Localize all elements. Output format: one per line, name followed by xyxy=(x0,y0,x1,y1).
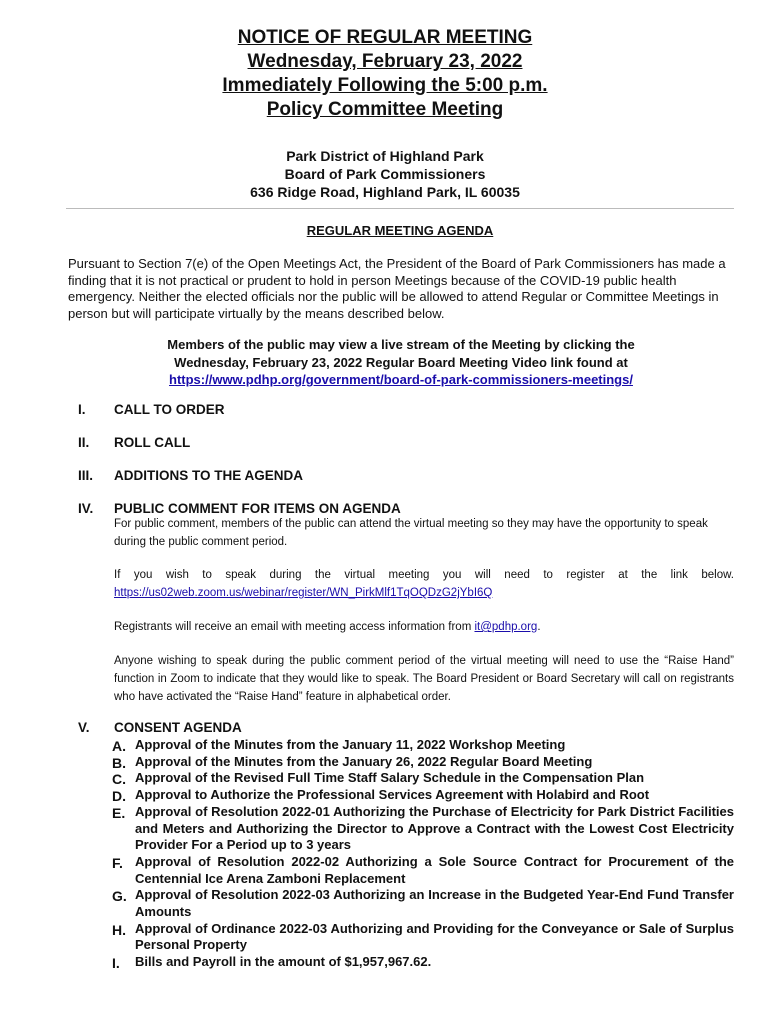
item-label: ADDITIONS TO THE AGENDA xyxy=(114,468,304,483)
consent-item xyxy=(112,954,734,971)
item-number: II. xyxy=(78,435,90,450)
consent-text: Approval to Authorize the Professional Services Agreement with Holabird and Root xyxy=(135,787,650,803)
zoom-register-link[interactable]: https://us02web.zoom.us/webinar/register/WN_PirkMlf1TqOQDzG2jYbI6Q xyxy=(114,587,493,599)
live-stream-notice xyxy=(68,336,734,389)
consent-item xyxy=(112,921,734,954)
title-line: Wednesday, February 23, 2022 xyxy=(247,51,523,72)
consent-text: Approval of Ordinance 2022-03 Authorizing and Providing for the Conveyance or Sale of Surplus Personal Property xyxy=(135,920,734,953)
consent-text: Approval of Resolution 2022-01 Authorizing the Purchase of Electricity for Park District Facilities and Meters and Authorizing the Director to Approve a Contract with the Lowest Cost Electricity Provider For a Period up to 3 years xyxy=(135,803,734,853)
organization-block xyxy=(0,147,770,201)
registrants-text: Registrants will receive an email with meeting access information from xyxy=(114,621,475,633)
consent-letter: F. xyxy=(112,854,123,871)
consent-letter: E. xyxy=(112,804,126,821)
register-instructions: If you wish to speak during the virtual meeting you will need to register at the link below. xyxy=(114,569,734,581)
intro-paragraph: Pursuant to Section 7(e) of the Open Meetings Act, the President of the Board of Park Commissioners has made a finding that it is not practical or prudent to hold in person Meetings because of the COVID-19 public health emergency. Neither the elected officials nor the public will be allowed to attend Regular or Committee Meetings in person but will participate virtually by the means described below. xyxy=(68,256,726,321)
meetings-video-link[interactable]: https://www.pdhp.org/government/board-of-park-commissioners-meetings/ xyxy=(169,372,633,387)
registrants-paragraph xyxy=(114,618,734,636)
consent-letter: H. xyxy=(112,921,126,938)
consent-text: Approval of the Minutes from the January 26, 2022 Regular Board Meeting xyxy=(135,753,593,769)
consent-text: Bills and Payroll in the amount of $1,957,967.62. xyxy=(135,954,432,970)
email-link[interactable]: it@pdhp.org xyxy=(474,621,538,633)
raise-hand-paragraph: Anyone wishing to speak during the public comment period of the virtual meeting will need to use the “Raise Hand” function in Zoom to indicate that they would like to speak. The Board President or Board Secretary will call on registrants who have activated the “Raise Hand” feature in alphabetical order. xyxy=(114,655,734,703)
consent-text: Approval of the Minutes from the January 11, 2022 Workshop Meeting xyxy=(135,737,566,752)
stream-line: Members of the public may view a live stream of the Meeting by clicking the xyxy=(167,337,635,352)
register-link-line xyxy=(114,584,734,602)
consent-letter: D. xyxy=(112,788,126,805)
item-label: CONSENT AGENDA xyxy=(114,720,242,735)
consent-letter: G. xyxy=(112,888,127,905)
title-line: NOTICE OF REGULAR MEETING xyxy=(237,27,533,48)
item-number: I. xyxy=(78,402,86,417)
consent-item xyxy=(112,804,734,854)
consent-text: Approval of Resolution 2022-02 Authorizing a Sole Source Contract for Procurement of the Centennial Ice Arena Zamboni Replacement xyxy=(135,853,734,886)
org-address: 636 Ridge Road, Highland Park, IL 60035 xyxy=(250,184,520,200)
consent-agenda-list xyxy=(112,737,734,971)
board-name: Board of Park Commissioners xyxy=(284,166,486,182)
public-comment-paragraph: For public comment, members of the public can attend the virtual meeting so they may have the opportunity to speak during the public comment period. xyxy=(114,518,708,548)
title-line: Policy Committee Meeting xyxy=(266,99,504,120)
stream-line: Wednesday, February 23, 2022 Regular Board Meeting Video link found at xyxy=(174,354,628,370)
consent-letter: A. xyxy=(112,738,126,754)
notice-title xyxy=(0,26,770,122)
item-number: IV. xyxy=(78,501,94,516)
item-label: ROLL CALL xyxy=(114,435,191,450)
item-label: CALL TO ORDER xyxy=(114,402,225,417)
consent-item xyxy=(112,854,734,887)
consent-item xyxy=(112,737,734,754)
divider xyxy=(66,208,734,209)
consent-item xyxy=(112,787,734,804)
consent-item xyxy=(112,754,734,771)
title-line: Immediately Following the 5:00 p.m. xyxy=(222,75,548,96)
item-number: III. xyxy=(78,468,94,483)
consent-letter: C. xyxy=(112,771,126,788)
registrants-text-end: . xyxy=(537,621,541,633)
consent-letter: I. xyxy=(112,955,120,972)
agenda-heading: REGULAR MEETING AGENDA xyxy=(306,223,494,238)
item-label: PUBLIC COMMENT FOR ITEMS ON AGENDA xyxy=(114,501,401,516)
org-name: Park District of Highland Park xyxy=(286,148,484,164)
consent-item xyxy=(112,770,734,787)
consent-item xyxy=(112,887,734,920)
consent-text: Approval of the Revised Full Time Staff Salary Schedule in the Compensation Plan xyxy=(135,770,645,786)
consent-text: Approval of Resolution 2022-03 Authorizing an Increase in the Budgeted Year-End Fund Transfer Amounts xyxy=(135,887,734,920)
consent-letter: B. xyxy=(112,754,126,771)
item-number: V. xyxy=(78,720,90,735)
